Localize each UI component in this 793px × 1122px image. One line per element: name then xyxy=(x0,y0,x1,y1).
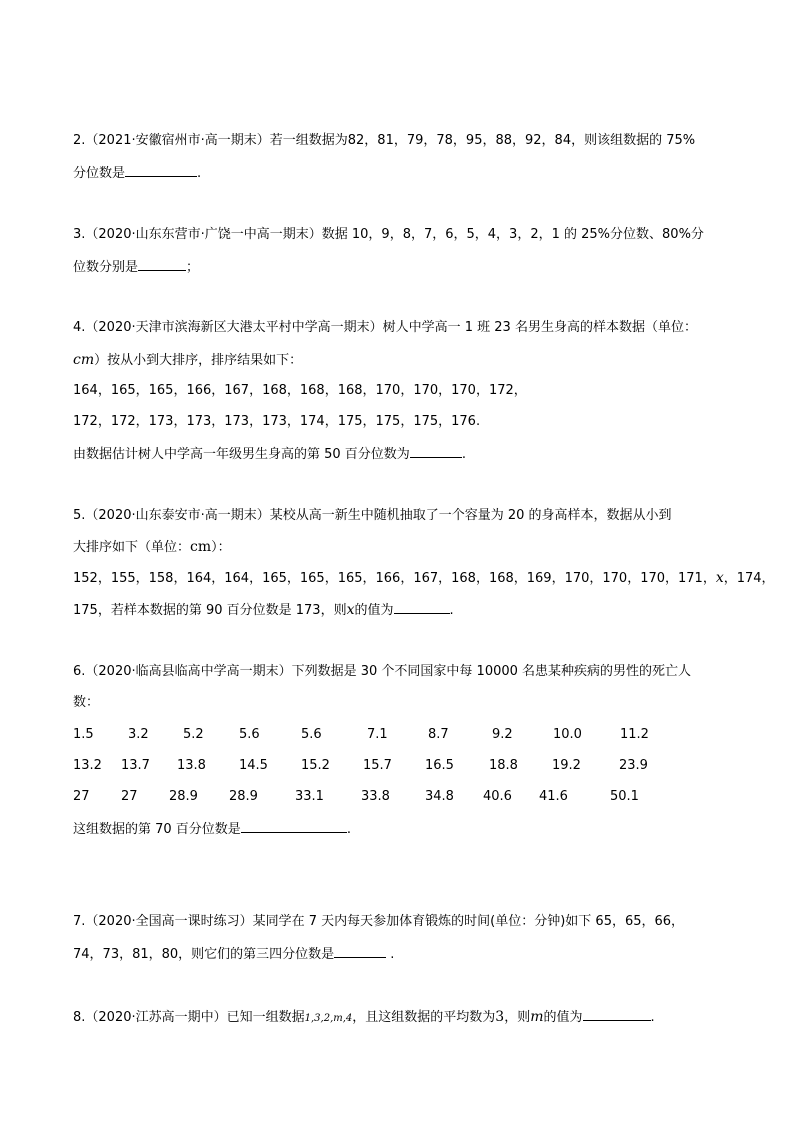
q8-text-b: ，且这组数据的平均数为 xyxy=(352,1010,496,1025)
q3-answer-blank[interactable] xyxy=(138,258,186,271)
q6-text-end: 这组数据的第 70 百分位数是 xyxy=(73,822,241,837)
q6-cell: 41.6 xyxy=(539,789,568,804)
q4-line2 xyxy=(73,352,302,369)
q5-text-b: ）： xyxy=(211,540,231,555)
q4-end: . xyxy=(461,447,466,462)
q2-end: . xyxy=(197,166,202,181)
q5-line1: 5.（2020·山东泰安市·高一期末）某校从高一新生中随机抽取了一个容量为 20 的身高样本，数据从小到 xyxy=(73,508,672,523)
q8-data-set: 1,3,2,m,4 xyxy=(304,1013,353,1024)
q5-text-a: 大排序如下（单位： xyxy=(73,540,191,555)
q5-line4 xyxy=(73,601,454,619)
q6-cell: 8.7 xyxy=(428,727,449,742)
q4-unit: cm xyxy=(73,352,95,368)
q4-line4: 172，172，173，173，173，173，174，175，175，175，176. xyxy=(73,414,481,429)
q6-cell: 28.9 xyxy=(169,789,198,804)
q6-cell: 9.2 xyxy=(492,727,513,742)
q5-end: . xyxy=(449,603,454,618)
q7-end: . xyxy=(386,947,395,962)
q6-end: . xyxy=(346,822,351,837)
q6-cell: 14.5 xyxy=(239,758,268,773)
q6-cell: 5.6 xyxy=(301,727,322,742)
q5-text-d: 的值为 xyxy=(354,603,394,618)
q6-cell: 27 xyxy=(121,789,138,804)
q6-line2: 数： xyxy=(73,695,100,710)
q5-unit: cm xyxy=(190,539,212,555)
q6-cell: 16.5 xyxy=(425,758,454,773)
q5-var-x2: x xyxy=(346,602,355,618)
q5-data: 152，155，158，164，164，165，165，165，166，167，168，168，169，170，170，170，171， xyxy=(73,571,716,586)
q4-text: ）按从小到大排序，排序结果如下： xyxy=(94,353,303,368)
q6-cell: 34.8 xyxy=(425,789,454,804)
q6-cell: 23.9 xyxy=(619,758,648,773)
q6-cell: 40.6 xyxy=(483,789,512,804)
q6-line1: 6.（2020·临高县临高中学高一期末）下列数据是 30 个不同国家中每 10000 名患某种疾病的男性的死亡人 xyxy=(73,664,692,679)
q6-cell: 11.2 xyxy=(620,727,649,742)
q3-line2 xyxy=(73,258,199,276)
q6-cell: 7.1 xyxy=(367,727,388,742)
q6-cell: 33.8 xyxy=(361,789,390,804)
q8-text-a: 8.（2020·江苏高一期中）已知一组数据 xyxy=(73,1010,305,1025)
q8-var-m: m xyxy=(530,1009,544,1025)
q5-line2 xyxy=(73,539,231,556)
q7-line1: 7.（2020·全国高一课时练习）某同学在 7 天内每天参加体育锻炼的时间(单位：分钟)如下 65，65，66， xyxy=(73,914,685,929)
q4-line3: 164，165，165，166，167，168，168，168，170，170，170，172， xyxy=(73,383,527,398)
q5-data-end: ，174， xyxy=(723,571,775,586)
q8-end: . xyxy=(650,1010,655,1025)
q6-cell: 13.8 xyxy=(177,758,206,773)
q6-cell: 18.8 xyxy=(489,758,518,773)
q4-text-end: 由数据估计树人中学高一年级男生身高的第 50 百分位数为 xyxy=(73,447,410,462)
q3-text: 位数分别是 xyxy=(73,260,139,275)
q7-answer-blank[interactable] xyxy=(334,945,386,958)
q6-cell: 13.7 xyxy=(121,758,150,773)
q6-cell: 5.2 xyxy=(183,727,204,742)
q6-answer-blank[interactable] xyxy=(241,820,347,833)
q4-line5 xyxy=(73,445,466,463)
q6-cell: 19.2 xyxy=(552,758,581,773)
q8-mean: 3 xyxy=(495,1009,505,1025)
q5-line3 xyxy=(73,570,775,587)
q4-answer-blank[interactable] xyxy=(410,445,462,458)
q6-cell: 15.7 xyxy=(363,758,392,773)
q4-line1: 4.（2020·天津市滨海新区大港太平村中学高一期末）树人中学高一 1 班 23 名男生身高的样本数据（单位： xyxy=(73,320,697,335)
q5-answer-blank[interactable] xyxy=(394,601,450,614)
q5-var-x: x xyxy=(715,570,724,586)
q7-line2 xyxy=(73,945,394,963)
q3-end: ； xyxy=(186,260,200,275)
q2-answer-blank[interactable] xyxy=(125,164,197,177)
q6-cell: 15.2 xyxy=(301,758,330,773)
q6-line-end xyxy=(73,820,351,838)
q8-text-c: ，则 xyxy=(504,1010,531,1025)
q8-text-d: 的值为 xyxy=(543,1010,583,1025)
q6-cell: 5.6 xyxy=(239,727,260,742)
q3-line1: 3.（2020·山东东营市·广饶一中高一期末）数据 10，9，8，7，6，5，4，3，2，1 的 25%分位数、80%分 xyxy=(73,227,704,242)
q5-text-c: 175，若样本数据的第 90 百分位数是 173，则 xyxy=(73,603,347,618)
q2-line2 xyxy=(73,164,201,182)
q6-cell: 3.2 xyxy=(128,727,149,742)
q7-text: 74，73，81，80，则它们的第三四分位数是 xyxy=(73,947,335,962)
q2-text: 分位数是 xyxy=(73,166,126,181)
q6-cell: 10.0 xyxy=(553,727,582,742)
q6-cell: 33.1 xyxy=(295,789,324,804)
q8-answer-blank[interactable] xyxy=(583,1008,651,1021)
q8-line xyxy=(73,1008,655,1027)
q6-cell: 27 xyxy=(73,789,90,804)
q6-cell: 28.9 xyxy=(229,789,258,804)
q2-line1: 2.（2021·安徽宿州市·高一期末）若一组数据为82，81，79，78，95，88，92，84，则该组数据的 75% xyxy=(73,133,696,148)
q6-cell: 50.1 xyxy=(610,789,639,804)
q6-cell: 1.5 xyxy=(73,727,94,742)
q6-cell: 13.2 xyxy=(73,758,102,773)
